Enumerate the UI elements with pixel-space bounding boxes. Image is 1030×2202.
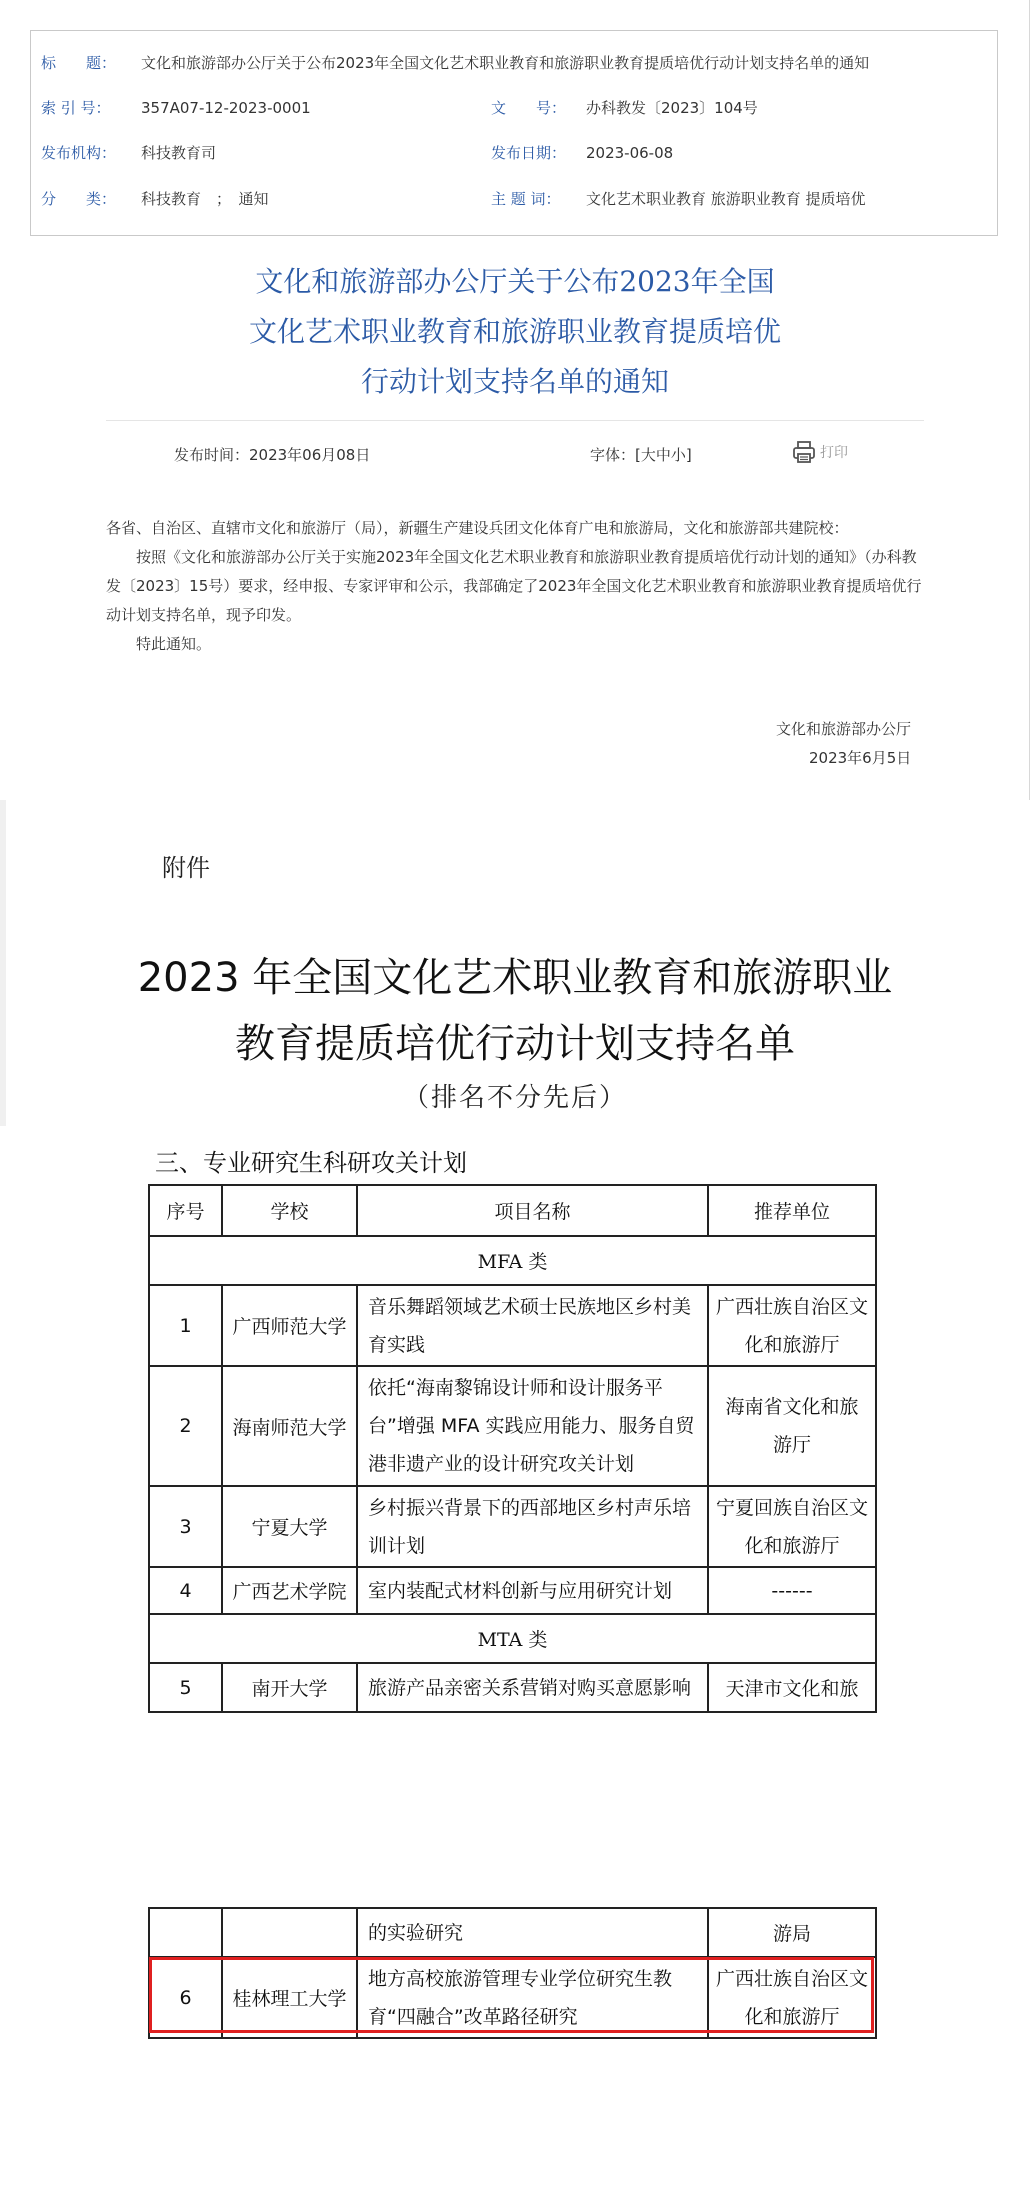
header-no: 序号 — [149, 1185, 222, 1236]
print-label: 打印 — [820, 445, 848, 461]
meta-row-org — [31, 138, 997, 168]
row-unit: ------ — [708, 1567, 876, 1614]
salutation: 各省、自治区、直辖市文化和旅游厅（局），新疆生产建设兵团文化体育广电和旅游局，文化和旅游部共建院校： — [106, 519, 849, 537]
row-project: 乡村振兴背景下的西部地区乡村声乐培训计划 — [357, 1486, 708, 1567]
meta-keywords-label: 主 题 词： — [491, 190, 561, 208]
row-school: 南开大学 — [222, 1663, 357, 1712]
row-school: 桂林理工大学 — [222, 1957, 357, 2038]
row-no: 3 — [149, 1486, 222, 1567]
row-project: 地方高校旅游管理专业学位研究生教育“四融合”改革路径研究 — [357, 1957, 708, 2038]
attachment-label: 附件 — [162, 854, 210, 882]
row-school: 海南师范大学 — [222, 1366, 357, 1486]
table-row-continued — [149, 1908, 876, 1957]
meta-org-label: 发布机构： — [41, 144, 117, 162]
row-no: 6 — [149, 1957, 222, 2038]
row-no: 4 — [149, 1567, 222, 1614]
header-project: 项目名称 — [357, 1185, 708, 1236]
meta-org-value: 科技教育司 — [141, 144, 217, 162]
signer: 文化和旅游部办公厅 — [776, 720, 912, 738]
row-unit: 海南省文化和旅游厅 — [708, 1366, 876, 1486]
article-title-line-2: 文化艺术职业教育和旅游职业教育提质培优 — [248, 315, 781, 348]
category-mta: MTA 类 — [149, 1614, 876, 1663]
row-project: 音乐舞蹈领域艺术硕士民族地区乡村美育实践 — [357, 1285, 708, 1366]
printer-icon — [792, 440, 816, 464]
print-button[interactable] — [792, 440, 848, 464]
meta-category-label: 分 类： — [41, 190, 117, 208]
title-divider — [106, 420, 924, 421]
body-paragraph: 按照《文化和旅游部办公厅关于实施2023年全国文化艺术职业教育和旅游职业教育提质培优行动计划的通知》（办科教发〔2023〕15号）要求，经申报、专家评审和公示，我部确定了2023年全国文化艺术职业教育和旅游职业教育提质培优行动计划支持名单，现予印发。 — [106, 548, 922, 624]
row-no — [149, 1908, 222, 1957]
document-metadata-box — [30, 30, 998, 236]
meta-docno-value: 办科教发〔2023〕104号 — [586, 99, 758, 117]
meta-date-label: 发布日期： — [491, 144, 567, 162]
table-row — [149, 1567, 876, 1614]
row-school — [222, 1908, 357, 1957]
table-row — [149, 1285, 876, 1366]
attachment-title-line-2: 教育提质培优行动计划支持名单 — [235, 1021, 795, 1067]
category-row-mta — [149, 1614, 876, 1663]
table-row — [149, 1663, 876, 1712]
row-unit: 宁夏回族自治区文化和旅游厅 — [708, 1486, 876, 1567]
meta-index-value: 357A07-12-2023-0001 — [141, 99, 311, 117]
row-no: 1 — [149, 1285, 222, 1366]
row-project: 依托“海南黎锦设计师和设计服务平台”增强 MFA 实践应用能力、服务自贸港非遗产业的设计研究攻关计划 — [357, 1366, 708, 1486]
meta-category-value: 科技教育 ； 通知 — [141, 190, 269, 208]
meta-title-value: 文化和旅游部办公厅关于公布2023年全国文化艺术职业教育和旅游职业教育提质培优行动计划支持名单的通知 — [141, 54, 870, 72]
row-no: 5 — [149, 1663, 222, 1712]
ranking-note: （排名不分先后） — [402, 1083, 627, 1113]
attachment-title-line-1: 2023 年全国文化艺术职业教育和旅游职业 — [137, 955, 893, 1001]
category-mfa: MFA 类 — [149, 1236, 876, 1285]
row-unit: 广西壮族自治区文化和旅游厅 — [708, 1285, 876, 1366]
font-size-selector[interactable]: 字体：[大中小] — [590, 446, 692, 464]
row-unit: 天津市文化和旅 — [708, 1663, 876, 1712]
meta-row-index — [31, 93, 997, 123]
meta-row-title — [31, 48, 997, 78]
row-project: 室内装配式材料创新与应用研究计划 — [357, 1567, 708, 1614]
highlight-box — [149, 1957, 874, 2033]
support-list-table — [148, 1184, 877, 1713]
publish-time: 发布时间：2023年06月08日 — [174, 446, 371, 464]
row-project: 旅游产品亲密关系营销对购买意愿影响 — [357, 1663, 708, 1712]
section-title: 三、专业研究生科研攻关计划 — [155, 1149, 467, 1177]
row-project: 的实验研究 — [357, 1908, 708, 1957]
meta-date-value: 2023-06-08 — [586, 144, 674, 162]
header-unit: 推荐单位 — [708, 1185, 876, 1236]
row-school: 广西师范大学 — [222, 1285, 357, 1366]
table-row — [149, 1486, 876, 1567]
row-unit: 广西壮族自治区文化和旅游厅 — [708, 1957, 876, 2038]
article-title-line-3: 行动计划支持名单的通知 — [360, 365, 669, 398]
row-school: 广西艺术学院 — [222, 1567, 357, 1614]
meta-title-label: 标 题： — [41, 54, 117, 72]
sign-date: 2023年6月5日 — [809, 749, 912, 767]
article-title-line-1: 文化和旅游部办公厅关于公布2023年全国 — [255, 265, 775, 298]
meta-row-category — [31, 184, 997, 214]
table-row — [149, 1366, 876, 1486]
table-header-row — [149, 1185, 876, 1236]
category-row-mfa — [149, 1236, 876, 1285]
meta-docno-label: 文 号： — [491, 99, 567, 117]
meta-keywords-value: 文化艺术职业教育 旅游职业教育 提质培优 — [586, 190, 866, 208]
meta-index-label: 索 引 号： — [41, 99, 111, 117]
row-no: 2 — [149, 1366, 222, 1486]
closing-text: 特此通知。 — [136, 635, 212, 653]
row-school: 宁夏大学 — [222, 1486, 357, 1567]
header-school: 学校 — [222, 1185, 357, 1236]
row-unit: 游局 — [708, 1908, 876, 1957]
